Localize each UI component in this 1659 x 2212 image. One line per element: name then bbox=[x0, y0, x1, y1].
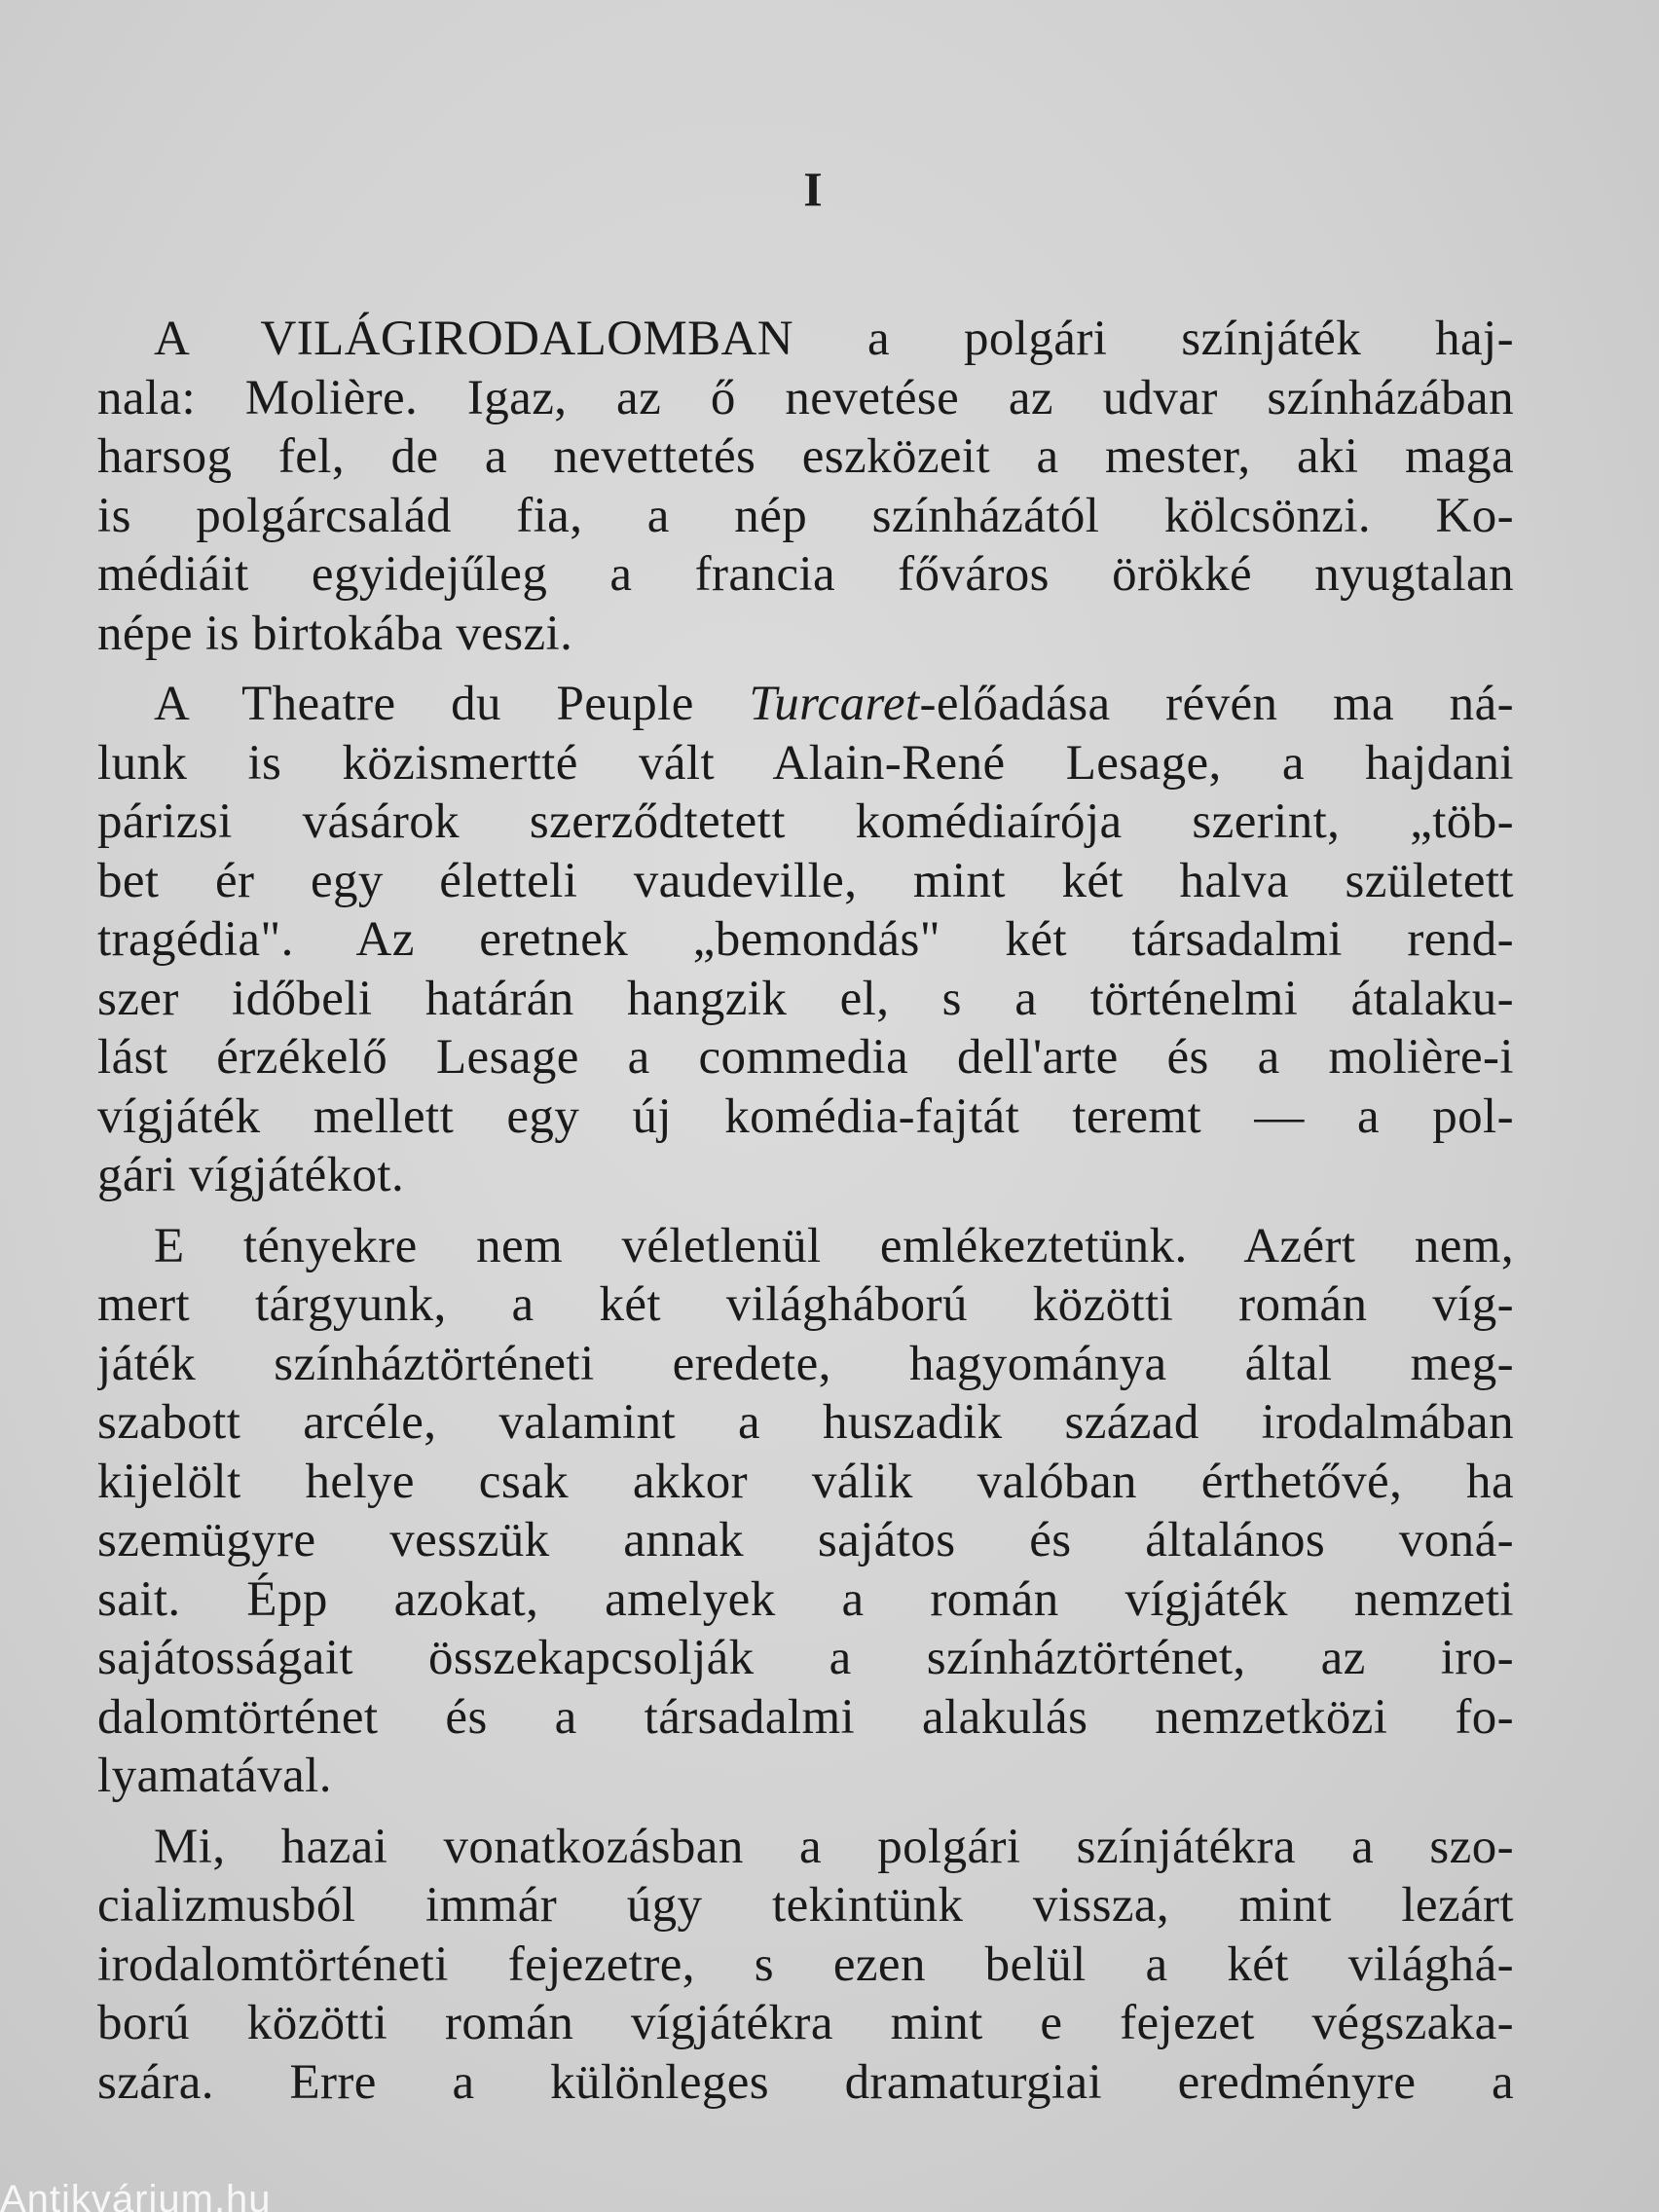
chapter-number: I bbox=[803, 162, 823, 216]
text-line: cializmusból immár úgy tekintünk vissza, mint lezárt bbox=[97, 1878, 1514, 1933]
text-line: vígjáték mellett egy új komédia-fajtát teremt — a pol- bbox=[97, 1088, 1514, 1144]
italic-title: Turcaret bbox=[749, 677, 920, 731]
text-line: szabott arcéle, valamint a huszadik század irodalmában bbox=[97, 1395, 1514, 1450]
text-line: médiáit egyidejűleg a francia főváros örökké nyugtalan bbox=[97, 547, 1514, 602]
text-line: játék színháztörténeti eredete, hagyománya által meg- bbox=[97, 1336, 1514, 1391]
paragraph bbox=[97, 675, 1514, 1205]
text-line: lást érzékelő Lesage a commedia dell'arte és a molière-i bbox=[97, 1030, 1514, 1085]
text-line: nala: Molière. Igaz, az ő nevetése az udvar színházában bbox=[97, 370, 1514, 425]
text-line: harsog fel, de a nevettetés eszközeit a mester, aki maga bbox=[97, 429, 1514, 484]
text-line: sajátosságait összekapcsolják a színháztörténet, az iro- bbox=[97, 1631, 1514, 1685]
paragraph bbox=[97, 310, 1514, 663]
text-line bbox=[97, 675, 1514, 734]
text-line: E tényekre nem véletlenül emlékeztetünk. Azért nem, bbox=[154, 1218, 1514, 1273]
text-line: dalomtörténet és a társadalmi alakulás nemzetközi fo- bbox=[97, 1689, 1514, 1745]
text-line: kijelölt helye csak akkor válik valóban érthetővé, ha bbox=[97, 1454, 1514, 1509]
text-fragment: -előadása révén ma ná- bbox=[919, 677, 1514, 731]
text-line: párizsi vásárok szerződtetett komédiaírója szerint, „töb- bbox=[97, 794, 1514, 849]
text-fragment: A Theatre du Peuple bbox=[154, 677, 750, 731]
paragraph bbox=[97, 1818, 1514, 2113]
text-line: népe is birtokába veszi. bbox=[97, 606, 573, 661]
text-line: szer időbeli határán hangzik el, s a történelmi átalaku- bbox=[97, 971, 1514, 1026]
text-line: mert tárgyunk, a két világháború közötti román víg- bbox=[97, 1277, 1514, 1332]
text-line: szára. Erre a különleges dramaturgiai eredményre a bbox=[97, 2054, 1514, 2110]
text-line: Mi, hazai vonatkozásban a polgári színjátékra a szo- bbox=[154, 1819, 1514, 1874]
text-line: irodalomtörténeti fejezetre, s ezen belül a két világhá- bbox=[97, 1936, 1514, 1992]
text-line: bet ér egy életteli vaudeville, mint két halva született bbox=[97, 853, 1514, 908]
text-line: sait. Épp azokat, amelyek a román vígjáték nemzeti bbox=[97, 1571, 1514, 1627]
watermark: Antikvárium.hu bbox=[0, 2178, 272, 2212]
text-line: lyamatával. bbox=[97, 1749, 332, 1803]
paragraph bbox=[97, 1217, 1514, 1806]
text-line: gári vígjátékot. bbox=[97, 1148, 405, 1202]
text-line: is polgárcsalád fia, a nép színházától kölcsönzi. Ko- bbox=[97, 488, 1514, 543]
text-line: ború közötti román vígjátékra mint e fejezet végszaka- bbox=[97, 1996, 1514, 2050]
text-line: A VILÁGIRODALOMBAN a polgári színjáték haj- bbox=[154, 312, 1514, 366]
text-line: tragédia". Az eretnek „bemondás" két társadalmi rend- bbox=[97, 912, 1514, 967]
text-line: lunk is közismertté vált Alain-René Lesage, a hajdani bbox=[97, 735, 1514, 791]
body-text bbox=[97, 310, 1514, 2112]
text-line: szemügyre vesszük annak sajátos és általános voná- bbox=[97, 1513, 1514, 1567]
